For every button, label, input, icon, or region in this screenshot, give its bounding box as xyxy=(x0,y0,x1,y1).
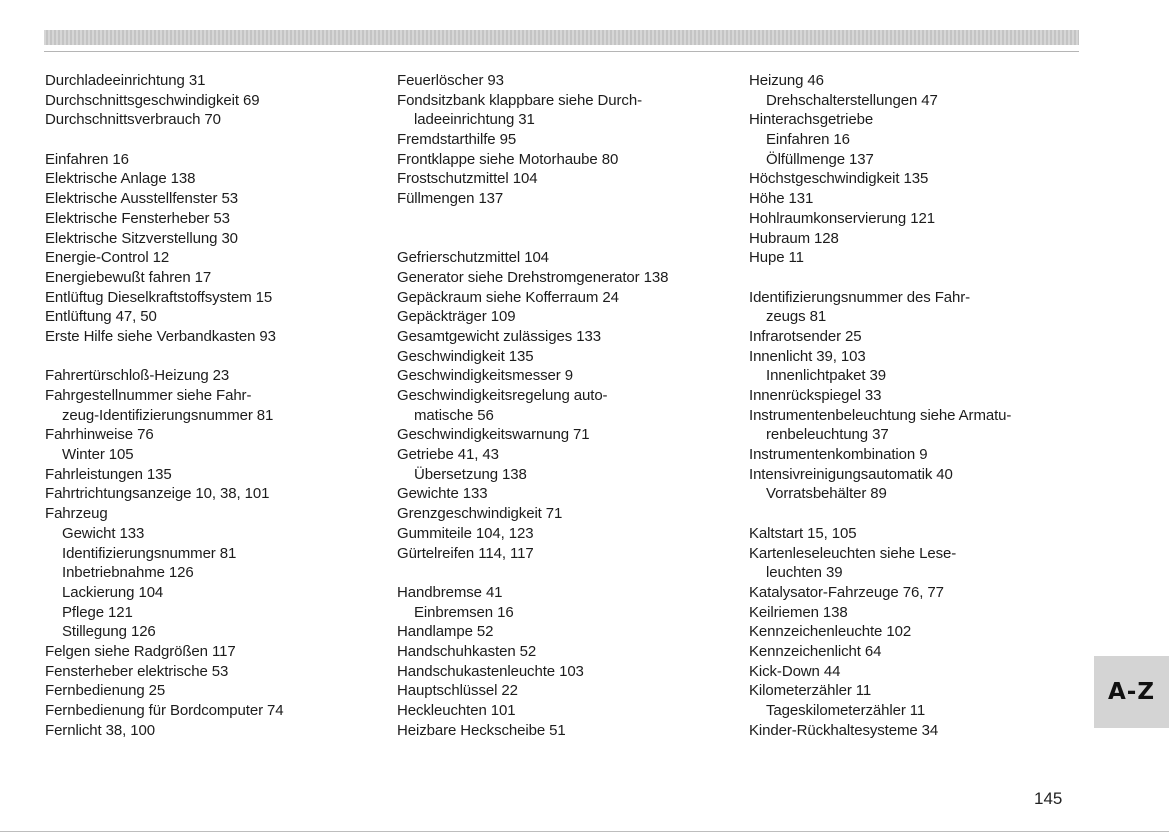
index-column-2 xyxy=(397,71,747,740)
index-entry: Getriebe 41, 43 xyxy=(397,446,499,464)
index-entry: Generator siehe Drehstromgenerator 138 xyxy=(397,268,669,286)
index-subentry: ladeeinrichtung 31 xyxy=(414,111,535,129)
index-entry: Kennzeichenleuchte 102 xyxy=(749,623,912,641)
index-entry: Hohlraumkonservierung 121 xyxy=(749,209,935,227)
index-entry: Höhe 131 xyxy=(749,190,814,208)
index-entry: Handschukastenleuchte 103 xyxy=(397,662,584,680)
index-entry: Erste Hilfe siehe Verbandkasten 93 xyxy=(45,327,276,345)
index-spacer xyxy=(45,347,375,367)
index-entry: Geschwindigkeitsmesser 9 xyxy=(397,367,574,385)
index-entry: Fahrertürschloß-Heizung 23 xyxy=(45,367,230,385)
index-entry: Hauptschlüssel 22 xyxy=(397,682,518,700)
index-entry: Handbremse 41 xyxy=(397,583,503,601)
index-entry: Kartenleseleuchten siehe Lese- xyxy=(749,544,957,562)
index-entry: Gepäckträger 109 xyxy=(397,308,516,326)
index-entry: Kaltstart 15, 105 xyxy=(749,524,857,542)
index-entry: Hupe 11 xyxy=(749,249,804,267)
index-subentry: Einfahren 16 xyxy=(766,131,850,149)
index-entry: Fahrgestellnummer siehe Fahr- xyxy=(45,387,252,404)
index-entry: Innenlicht 39, 103 xyxy=(749,347,866,365)
index-entry: Fahrleistungen 135 xyxy=(45,465,172,483)
index-entry: Fensterheber elektrische 53 xyxy=(45,662,229,680)
index-entry: Kilometerzähler 11 xyxy=(749,682,872,700)
index-subentry: Winter 105 xyxy=(62,446,134,464)
index-entry: Elektrische Fensterheber 53 xyxy=(45,209,230,227)
header-rule xyxy=(44,51,1079,52)
index-entry: Keilriemen 138 xyxy=(749,603,848,621)
index-entry: Fernbedienung für Bordcomputer 74 xyxy=(45,702,284,719)
index-subentry: renbeleuchtung 37 xyxy=(766,426,889,444)
index-subentry: Innenlichtpaket 39 xyxy=(766,367,886,385)
index-entry: Felgen siehe Radgrößen 117 xyxy=(45,642,236,660)
index-entry: Fremdstarthilfe 95 xyxy=(397,131,517,149)
footer-rule xyxy=(0,831,1169,832)
index-entry: Infrarotsender 25 xyxy=(749,327,862,345)
index-subentry: Identifizierungsnummer 81 xyxy=(62,544,237,562)
index-entry: Katalysator-Fahrzeuge 76, 77 xyxy=(749,583,944,601)
index-subentry: zeug-Identifizierungsnummer 81 xyxy=(62,406,274,424)
index-subentry: zeugs 81 xyxy=(766,308,827,326)
header-bar xyxy=(44,30,1079,45)
index-entry: Handschuhkasten 52 xyxy=(397,642,537,660)
index-spacer xyxy=(397,229,747,249)
index-entry: Kinder-Rückhaltesysteme 34 xyxy=(749,721,939,739)
index-subentry: matische 56 xyxy=(414,406,494,424)
index-entry: Heizbare Heckscheibe 51 xyxy=(397,721,566,739)
index-entry: Elektrische Ausstellfenster 53 xyxy=(45,190,238,208)
index-subentry: Stillegung 126 xyxy=(62,623,156,641)
index-spacer xyxy=(749,268,1079,288)
index-entry: Gewichte 133 xyxy=(397,485,488,503)
index-entry: Grenzgeschwindigkeit 71 xyxy=(397,505,563,523)
index-entry: Frostschutzmittel 104 xyxy=(397,170,538,188)
index-entry: Instrumentenbeleuchtung siehe Armatu- xyxy=(749,406,1012,424)
index-entry: Gummiteile 104, 123 xyxy=(397,524,534,542)
index-entry: Durchschnittsgeschwindigkeit 69 xyxy=(45,91,260,109)
index-entry: Gepäckraum siehe Kofferraum 24 xyxy=(397,288,619,306)
index-entry: Höchstgeschwindigkeit 135 xyxy=(749,170,929,188)
index-entry: Identifizierungsnummer des Fahr- xyxy=(749,288,971,306)
index-entry: Durchschnittsverbrauch 70 xyxy=(45,111,221,129)
index-subentry: Inbetriebnahme 126 xyxy=(62,564,194,582)
index-subentry: Gewicht 133 xyxy=(62,524,145,542)
index-entry: Instrumentenkombination 9 xyxy=(749,446,928,464)
index-subentry: Tageskilometerzähler 11 xyxy=(766,702,926,719)
index-subentry: Pflege 121 xyxy=(62,603,133,621)
index-entry: Durchladeeinrichtung 31 xyxy=(45,72,206,89)
index-entry: Gesamtgewicht zulässiges 133 xyxy=(397,327,601,345)
index-entry: Innenrückspiegel 33 xyxy=(749,387,882,404)
index-entry: Fondsitzbank klappbare siehe Durch- xyxy=(397,91,642,109)
index-spacer xyxy=(397,209,747,229)
index-subentry: Vorratsbehälter 89 xyxy=(766,485,887,503)
index-entry: Kick-Down 44 xyxy=(749,662,841,680)
page-number: 145 xyxy=(1034,789,1063,808)
index-entry: Frontklappe siehe Motorhaube 80 xyxy=(397,150,619,168)
index-entry: Gefrierschutzmittel 104 xyxy=(397,249,549,267)
index-entry: Fahrhinweise 76 xyxy=(45,426,154,444)
index-subentry: leuchten 39 xyxy=(766,564,843,582)
index-entry: Hubraum 128 xyxy=(749,229,839,247)
index-entry: Geschwindigkeitswarnung 71 xyxy=(397,426,590,444)
index-entry: Geschwindigkeit 135 xyxy=(397,347,534,365)
index-entry: Füllmengen 137 xyxy=(397,190,504,208)
index-entry: Heizung 46 xyxy=(749,72,824,89)
index-entry: Entlüftung 47, 50 xyxy=(45,308,157,326)
index-entry: Intensivreinigungsautomatik 40 xyxy=(749,465,953,483)
index-spacer xyxy=(749,504,1079,524)
index-entry: Elektrische Anlage 138 xyxy=(45,170,196,188)
index-entry: Geschwindigkeitsregelung auto- xyxy=(397,387,608,404)
index-subentry: Übersetzung 138 xyxy=(414,465,527,483)
index-entry: Fahrtrichtungsanzeige 10, 38, 101 xyxy=(45,485,270,503)
section-tab xyxy=(1094,656,1169,728)
index-entry: Fernbedienung 25 xyxy=(45,682,166,700)
index-entry: Kennzeichenlicht 64 xyxy=(749,642,882,660)
index-entry: Elektrische Sitzverstellung 30 xyxy=(45,229,238,247)
index-entry: Einfahren 16 xyxy=(45,150,129,168)
index-subentry: Drehschalterstellungen 47 xyxy=(766,91,938,109)
index-entry: Energiebewußt fahren 17 xyxy=(45,268,212,286)
index-spacer xyxy=(45,130,375,150)
index-subentry: Lackierung 104 xyxy=(62,583,164,601)
index-entry: Hinterachsgetriebe xyxy=(749,111,874,129)
section-tab-label: A-Z xyxy=(1107,679,1156,705)
index-column-1 xyxy=(45,71,375,740)
index-entry: Feuerlöscher 93 xyxy=(397,72,504,89)
index-column-3 xyxy=(749,71,1079,740)
index-entry: Fernlicht 38, 100 xyxy=(45,721,156,739)
index-entry: Entlüftug Dieselkraftstoffsystem 15 xyxy=(45,288,273,306)
index-entry: Energie-Control 12 xyxy=(45,249,170,267)
index-entry: Handlampe 52 xyxy=(397,623,494,641)
index-subentry: Einbremsen 16 xyxy=(414,603,514,621)
index-entry: Gürtelreifen 114, 117 xyxy=(397,544,534,562)
index-entry: Fahrzeug xyxy=(45,505,108,523)
index-spacer xyxy=(397,563,747,583)
index-entry: Heckleuchten 101 xyxy=(397,702,516,719)
index-subentry: Ölfüllmenge 137 xyxy=(766,150,874,168)
